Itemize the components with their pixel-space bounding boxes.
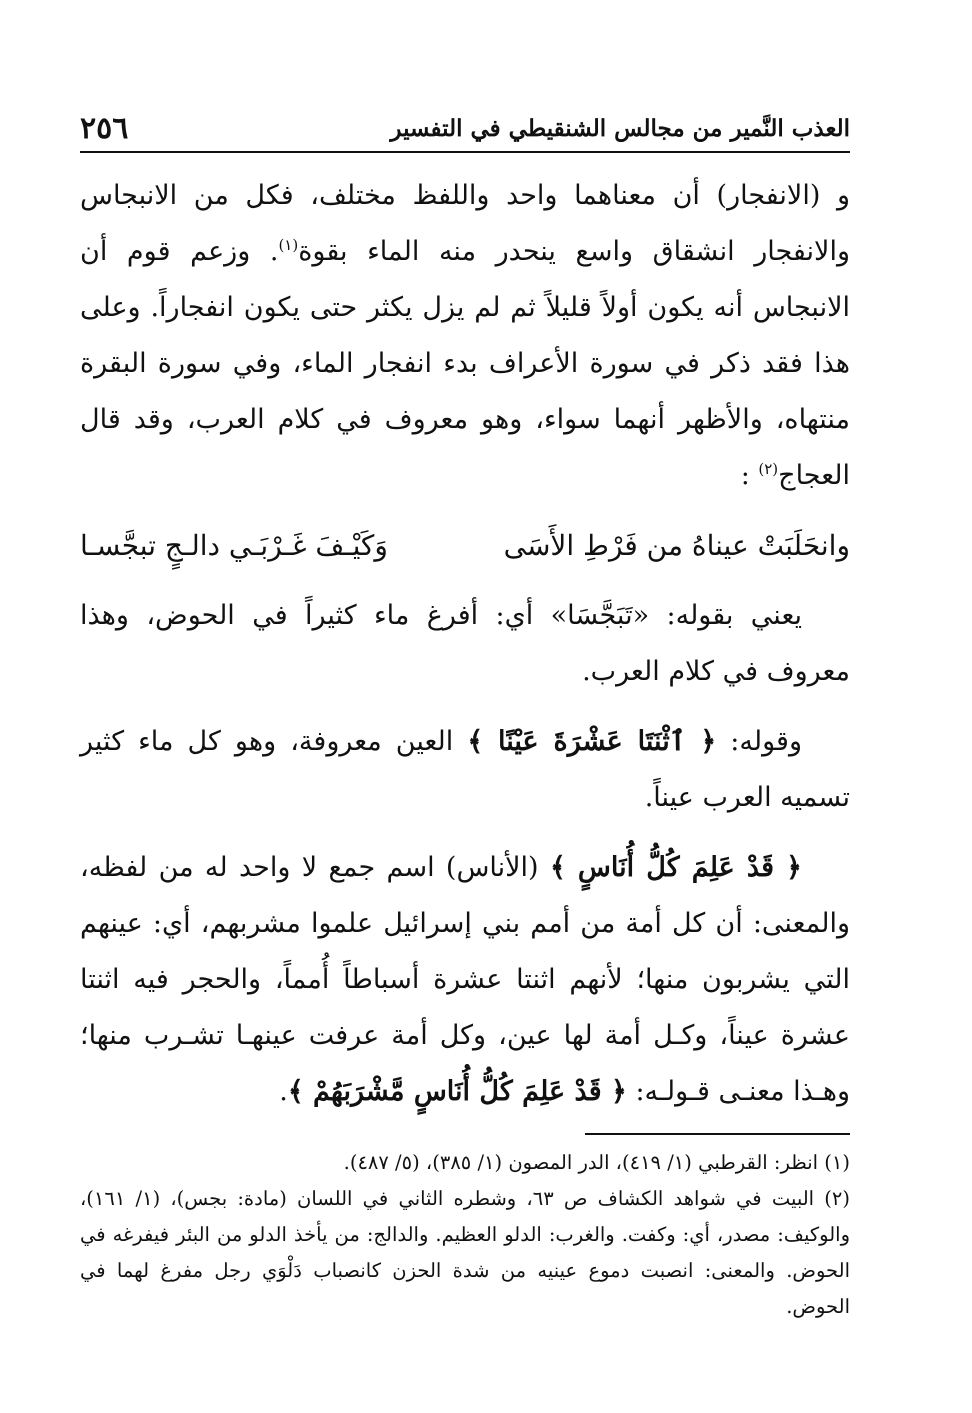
footnote-2: (٢) البيت في شواهد الكشاف ص ٦٣، وشطره الثاني في اللسان (مادة: بجس)، (١/ ١٦١)، والوكيف: مصدر، أي: وكفت. والغرب: الدلو العظيم. والدالج: من يأخذ الدلو من البئر فيفرغه في الحوض. والمعنى: انصبت دموع عينيه من شدة الحزن كانصباب دَلْوَي رجل مفرغ لهما في الحوض. xyxy=(80,1187,850,1318)
page-number: ٢٥٦ xyxy=(80,110,129,146)
paragraph-2: يعني بقوله: «تَبَجَّسَا» أي: أفرغ ماء كثيراً في الحوض، وهذا معروف في كلام العرب. xyxy=(80,600,850,687)
verse-hemistich-first: وانحَلَبَتْ عيناهُ من فَرْطِ الأَسَى xyxy=(503,529,850,562)
main-text xyxy=(80,168,850,1120)
quran-quote: ﴿ ٱثْنَتَا عَشْرَةَ عَيْنًا ﴾ xyxy=(467,726,717,757)
running-title: العذب النَّمير من مجالس الشنقيطي في التفسير xyxy=(390,114,850,142)
footnotes xyxy=(80,1145,850,1325)
poetry-verse xyxy=(80,518,850,574)
verse-hemistich-second: وَكَيْـفَ غَـرْبَـي دالـجٍ تبجَّسـا xyxy=(80,529,388,562)
quran-quote: ﴿ قَدْ عَلِمَ كُلُّ أُنَاسٍ مَّشْرَبَهُمْ ﴾ xyxy=(287,1076,627,1107)
footnote-separator xyxy=(585,1133,850,1135)
quran-quote: ﴿ قَدْ عَلِمَ كُلُّ أُنَاسٍ ﴾ xyxy=(549,852,802,883)
page-header xyxy=(80,105,850,153)
paragraph-3: وقوله: ﴿ ٱثْنَتَا عَشْرَةَ عَيْنًا ﴾ العين معروفة، وهو كل ماء كثير تسميه العرب عيناً. xyxy=(80,726,850,813)
footnote-ref-1[interactable]: (١) xyxy=(278,236,299,254)
footnote-ref-2[interactable]: (٢) xyxy=(758,460,779,478)
paragraph-4: ﴿ قَدْ عَلِمَ كُلُّ أُنَاسٍ ﴾ (الأناس) اسم جمع لا واحد له من لفظه، والمعنى: أن كل أمة من أمم بني إسرائيل علموا مشربهم، أي: عينهم التي يشربون منها؛ لأنهم اثنتا عشرة أسباطاً أُمماً، والحجر فيه اثنتا عشرة عيناً، وكـل أمة لها عين، وكل أمة عرفت عينهـا تشـرب منها؛ وهـذا معنـى قـولـه: ﴿ قَدْ عَلِمَ كُلُّ أُنَاسٍ مَّشْرَبَهُمْ ﴾. xyxy=(80,852,850,1107)
paragraph-1: و (الانفجار) أن معناهما واحد واللفظ مختلف، فكل من الانبجاس والانفجار انشقاق واسع ينحدر منه الماء بقوة$^{(١)}$. وزعم قوم أن الانبجاس أنه يكون أولاً قليلاً ثم لم يزل يكثر حتى يكون انفجاراً. وعلى هذا فقد ذكر في سورة الأعراف بدء انفجار الماء، وفي سورة البقرة منتهاه، والأظهر أنهما سواء، وهو معروف في كلام العرب، وقد قال العجاج$^{(٢)}$ : xyxy=(80,180,851,491)
footnote-1: (١) انظر: القرطبي (١/ ٤١٩)، الدر المصون (١/ ٣٨٥)، (٥/ ٤٨٧). xyxy=(343,1151,850,1174)
